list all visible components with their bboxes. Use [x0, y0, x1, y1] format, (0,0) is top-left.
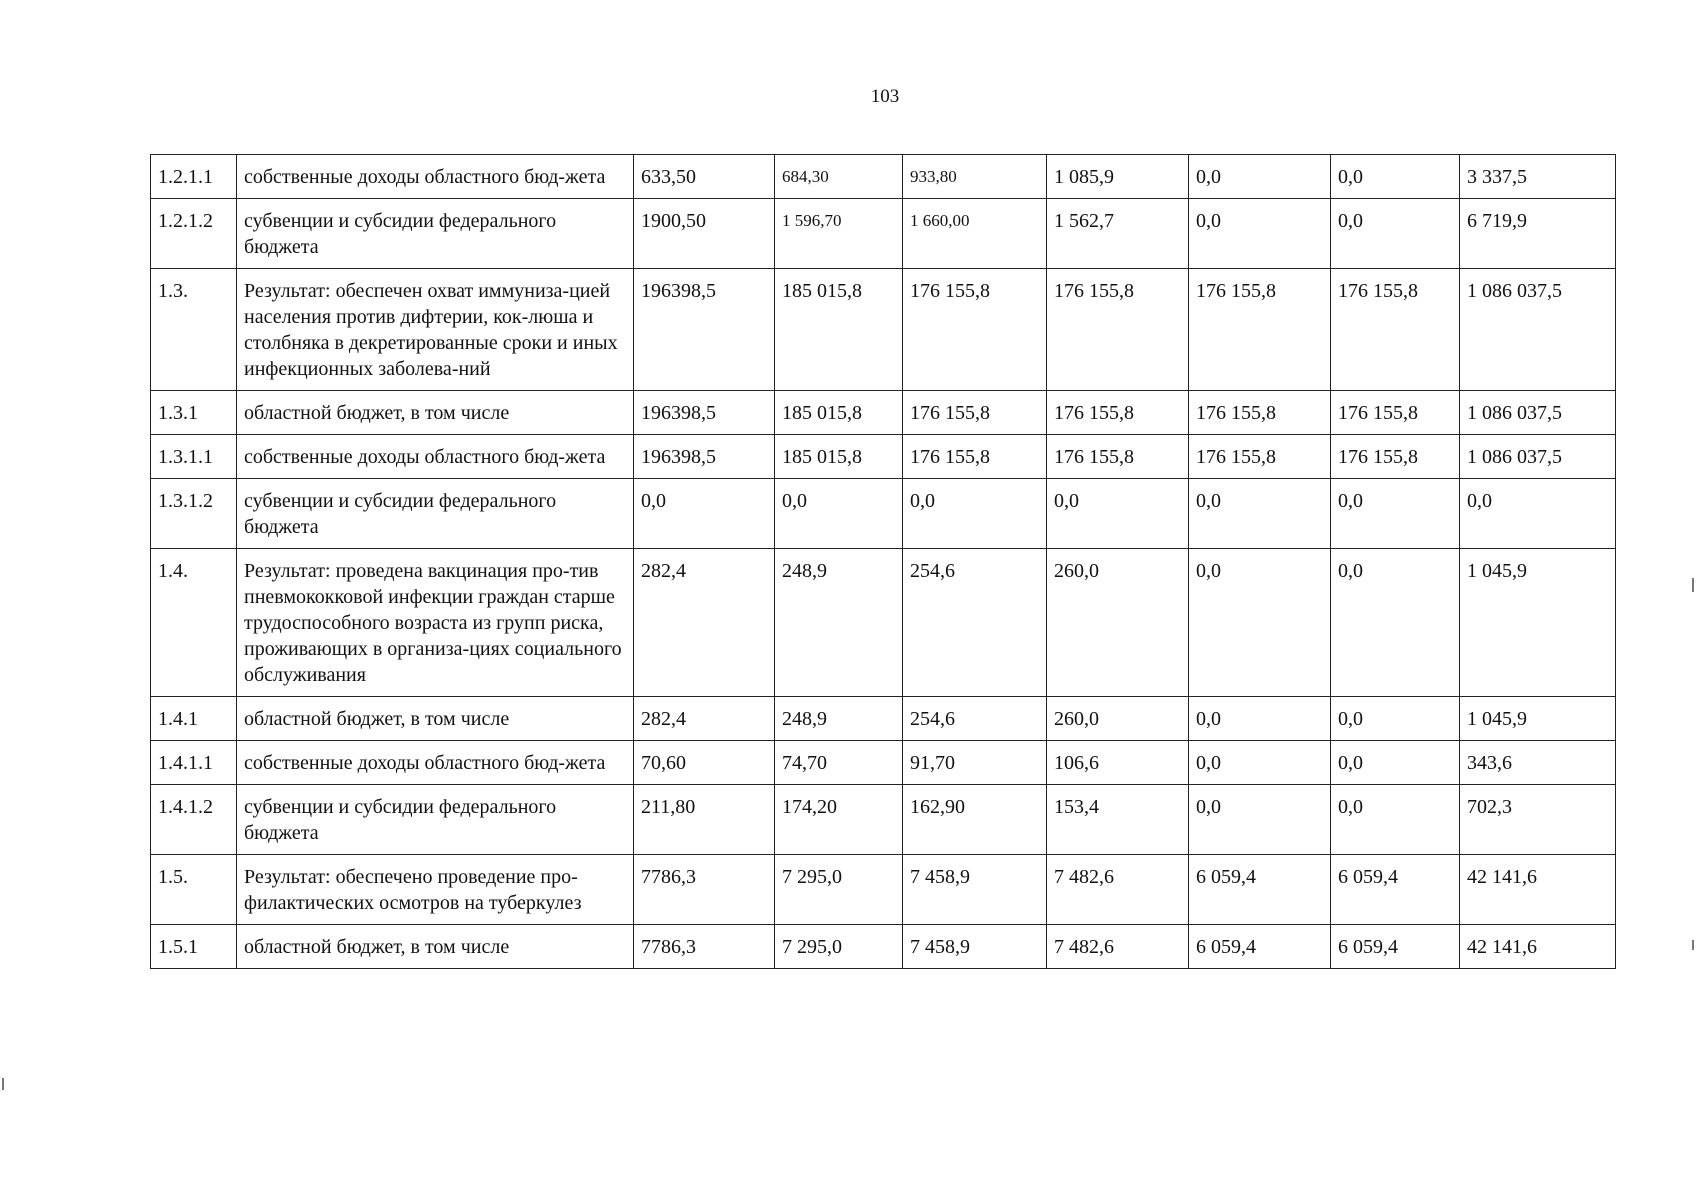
value-cell: 0,0 — [1189, 785, 1331, 855]
value-cell: 176 155,8 — [1189, 391, 1331, 435]
value-cell: 7786,3 — [634, 925, 775, 969]
value-cell: 196398,5 — [634, 269, 775, 391]
row-name: субвенции и субсидии федерального бюджета — [237, 199, 634, 269]
value-cell: 1900,50 — [634, 199, 775, 269]
value-cell: 1 660,00 — [903, 199, 1047, 269]
value-cell: 0,0 — [1189, 549, 1331, 697]
value-cell: 0,0 — [1189, 199, 1331, 269]
value-cell: 176 155,8 — [1047, 391, 1189, 435]
value-cell: 70,60 — [634, 741, 775, 785]
value-cell: 0,0 — [1189, 741, 1331, 785]
value-cell: 176 155,8 — [1331, 391, 1460, 435]
value-cell: 0,0 — [1331, 479, 1460, 549]
value-cell: 6 059,4 — [1189, 925, 1331, 969]
value-cell: 0,0 — [903, 479, 1047, 549]
value-cell: 6 719,9 — [1460, 199, 1616, 269]
value-cell: 176 155,8 — [1047, 435, 1189, 479]
table-row — [151, 391, 1616, 435]
value-cell: 0,0 — [1331, 741, 1460, 785]
row-code: 1.3.1.2 — [151, 479, 237, 549]
row-code: 1.4.1.2 — [151, 785, 237, 855]
value-cell: 176 155,8 — [903, 391, 1047, 435]
value-cell: 1 045,9 — [1460, 549, 1616, 697]
row-name: собственные доходы областного бюд-жета — [237, 741, 634, 785]
row-code: 1.5. — [151, 855, 237, 925]
scan-edge-mark — [1692, 578, 1694, 592]
value-cell: 6 059,4 — [1331, 855, 1460, 925]
row-code: 1.4.1 — [151, 697, 237, 741]
value-cell: 282,4 — [634, 549, 775, 697]
value-cell: 176 155,8 — [903, 435, 1047, 479]
value-cell: 176 155,8 — [1189, 435, 1331, 479]
value-cell: 1 085,9 — [1047, 155, 1189, 199]
value-cell: 185 015,8 — [775, 435, 903, 479]
row-code: 1.2.1.2 — [151, 199, 237, 269]
row-code: 1.3.1 — [151, 391, 237, 435]
value-cell: 91,70 — [903, 741, 1047, 785]
table-row — [151, 785, 1616, 855]
table-row — [151, 435, 1616, 479]
row-code: 1.2.1.1 — [151, 155, 237, 199]
value-cell: 0,0 — [1189, 155, 1331, 199]
table-row — [151, 155, 1616, 199]
scan-edge-mark — [2, 1078, 4, 1090]
value-cell: 7 482,6 — [1047, 855, 1189, 925]
page-number: 103 — [870, 86, 900, 107]
value-cell: 185 015,8 — [775, 269, 903, 391]
value-cell: 0,0 — [775, 479, 903, 549]
row-code: 1.5.1 — [151, 925, 237, 969]
value-cell: 211,80 — [634, 785, 775, 855]
row-name: областной бюджет, в том числе — [237, 697, 634, 741]
value-cell: 1 086 037,5 — [1460, 435, 1616, 479]
value-cell: 7 482,6 — [1047, 925, 1189, 969]
value-cell: 185 015,8 — [775, 391, 903, 435]
row-code: 1.3. — [151, 269, 237, 391]
table-row — [151, 269, 1616, 391]
value-cell: 196398,5 — [634, 435, 775, 479]
value-cell: 0,0 — [1331, 155, 1460, 199]
value-cell: 74,70 — [775, 741, 903, 785]
scan-edge-mark — [1692, 940, 1694, 950]
value-cell: 42 141,6 — [1460, 925, 1616, 969]
value-cell: 1 562,7 — [1047, 199, 1189, 269]
value-cell: 1 086 037,5 — [1460, 391, 1616, 435]
value-cell: 6 059,4 — [1331, 925, 1460, 969]
value-cell: 933,80 — [903, 155, 1047, 199]
value-cell: 0,0 — [1331, 785, 1460, 855]
value-cell: 153,4 — [1047, 785, 1189, 855]
value-cell: 176 155,8 — [1331, 269, 1460, 391]
value-cell: 6 059,4 — [1189, 855, 1331, 925]
value-cell: 174,20 — [775, 785, 903, 855]
value-cell: 7 295,0 — [775, 925, 903, 969]
value-cell: 254,6 — [903, 549, 1047, 697]
value-cell: 0,0 — [1331, 697, 1460, 741]
value-cell: 0,0 — [634, 479, 775, 549]
value-cell: 7786,3 — [634, 855, 775, 925]
value-cell: 7 458,9 — [903, 925, 1047, 969]
value-cell: 282,4 — [634, 697, 775, 741]
value-cell: 0,0 — [1460, 479, 1616, 549]
value-cell: 248,9 — [775, 549, 903, 697]
value-cell: 254,6 — [903, 697, 1047, 741]
value-cell: 1 045,9 — [1460, 697, 1616, 741]
value-cell: 0,0 — [1189, 479, 1331, 549]
value-cell: 7 295,0 — [775, 855, 903, 925]
row-code: 1.4.1.1 — [151, 741, 237, 785]
value-cell: 343,6 — [1460, 741, 1616, 785]
value-cell: 1 596,70 — [775, 199, 903, 269]
value-cell: 0,0 — [1189, 697, 1331, 741]
value-cell: 3 337,5 — [1460, 155, 1616, 199]
value-cell: 176 155,8 — [1189, 269, 1331, 391]
table-row — [151, 741, 1616, 785]
row-name: областной бюджет, в том числе — [237, 925, 634, 969]
table-row — [151, 479, 1616, 549]
table-row — [151, 199, 1616, 269]
value-cell: 0,0 — [1047, 479, 1189, 549]
value-cell: 1 086 037,5 — [1460, 269, 1616, 391]
budget-table — [150, 154, 1616, 969]
row-name: субвенции и субсидии федерального бюджета — [237, 785, 634, 855]
value-cell: 106,6 — [1047, 741, 1189, 785]
value-cell: 633,50 — [634, 155, 775, 199]
row-code: 1.3.1.1 — [151, 435, 237, 479]
value-cell: 260,0 — [1047, 697, 1189, 741]
table-row — [151, 855, 1616, 925]
row-name: областной бюджет, в том числе — [237, 391, 634, 435]
value-cell: 196398,5 — [634, 391, 775, 435]
value-cell: 42 141,6 — [1460, 855, 1616, 925]
value-cell: 0,0 — [1331, 199, 1460, 269]
value-cell: 162,90 — [903, 785, 1047, 855]
value-cell: 702,3 — [1460, 785, 1616, 855]
value-cell: 260,0 — [1047, 549, 1189, 697]
table-row — [151, 697, 1616, 741]
value-cell: 0,0 — [1331, 549, 1460, 697]
row-name: собственные доходы областного бюд-жета — [237, 155, 634, 199]
row-name: субвенции и субсидии федерального бюджета — [237, 479, 634, 549]
value-cell: 176 155,8 — [1047, 269, 1189, 391]
row-name: Результат: проведена вакцинация про-тив пневмококковой инфекции граждан старше трудоспособного возраста из групп риска, проживающих в организа-циях социального обслуживания — [237, 549, 634, 697]
row-code: 1.4. — [151, 549, 237, 697]
row-name: Результат: обеспечен охват иммуниза-цией населения против дифтерии, кок-люша и столбняка в декретированные сроки и иных инфекционных заболева-ний — [237, 269, 634, 391]
value-cell: 7 458,9 — [903, 855, 1047, 925]
value-cell: 176 155,8 — [1331, 435, 1460, 479]
row-name: собственные доходы областного бюд-жета — [237, 435, 634, 479]
budget-table-body — [151, 155, 1616, 969]
value-cell: 684,30 — [775, 155, 903, 199]
row-name: Результат: обеспечено проведение про-филактических осмотров на туберкулез — [237, 855, 634, 925]
table-row — [151, 549, 1616, 697]
value-cell: 248,9 — [775, 697, 903, 741]
value-cell: 176 155,8 — [903, 269, 1047, 391]
table-row — [151, 925, 1616, 969]
